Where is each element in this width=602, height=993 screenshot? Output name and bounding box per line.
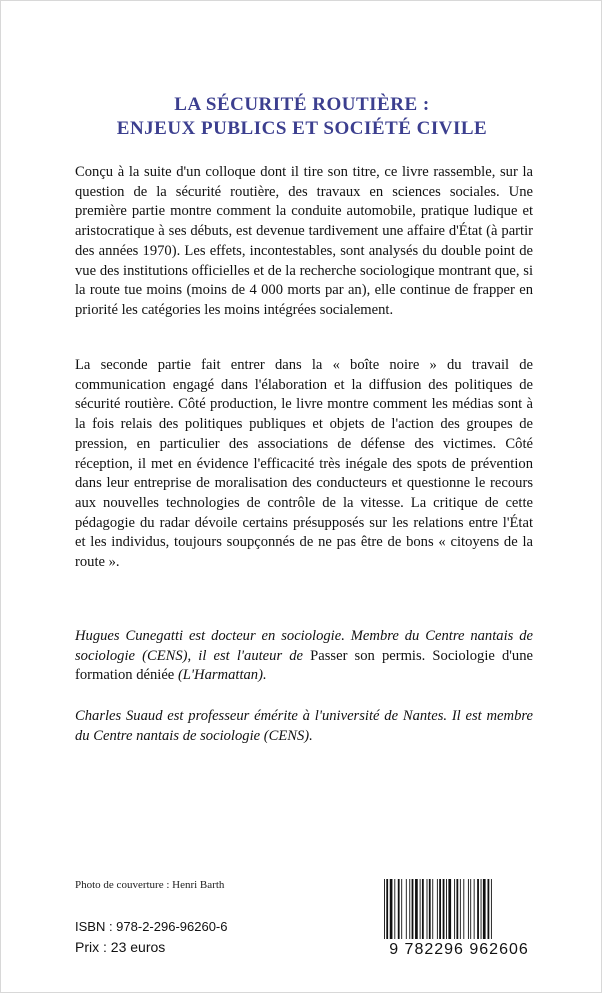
barcode-digits: 9 782296 962606 [389, 941, 529, 958]
title-line-2: ENJEUX PUBLICS ET SOCIÉTÉ CIVILE [116, 118, 488, 139]
bio-text: Hugues Cunegatti est docteur en sociologie. Membre du Centre nantais de sociologie (CENS), il est l'auteur de [75, 628, 533, 664]
summary-paragraph-1: Conçu à la suite d'un colloque dont il tire son titre, ce livre rassemble, sur la question de la sécurité routière, des travaux en sciences sociales. Une première partie montre comment la conduite automobile, pratique ludique et aristocratique à ses débuts, est devenue tardivement une affaire d'État (à partir des années 1970). Les effets, incontestables, sont analysés du double point de vue des institutions officielles et de la recherche sociologique montrant que, si la route tue moins (moins de 4 000 morts par an), elle continue de frapper en priorité les catégories les moins intégrées socialement. [75, 164, 533, 318]
publisher: (L'Harmattan). [177, 667, 267, 684]
price: Prix : 23 euros [75, 939, 166, 955]
barcode [383, 879, 535, 939]
author-bio-cunegatti [75, 627, 533, 686]
title-line-1: LA SÉCURITÉ ROUTIÈRE : [174, 94, 430, 115]
summary-paragraph-2: La seconde partie fait entrer dans la « boîte noire » du travail de communication engagé dans l'élaboration et la diffusion des politiques de sécurité routière. Côté production, le livre montre comment les médias sont à la fois relais des politiques publiques et objets de l'action des groupes de pression, en particulier des associations de défense des victimes. Côté réception, il met en évidence l'efficacité très inégale des spots de prévention dans leur entreprise de moralisation des conducteurs et questionne le recours aux nouvelles technologies de contrôle de la vitesse. La critique de cette pédagogie du radar dévoile certains présupposés sur les relations entre l'État et les individus, toujours soupçonnés de ne pas être de bons « citoyens de la route ». [75, 357, 533, 571]
photo-credit: Photo de couverture : Henri Barth [75, 879, 225, 891]
isbn: ISBN : 978-2-296-96260-6 [75, 919, 228, 934]
author-bio-suaud: Charles Suaud est professeur émérite à l'université de Nantes. Il est membre du Centre nantais de sociologie (CENS). [75, 708, 533, 744]
book-title: Passer son permis. Sociologie d'une formation déniée [75, 647, 533, 684]
